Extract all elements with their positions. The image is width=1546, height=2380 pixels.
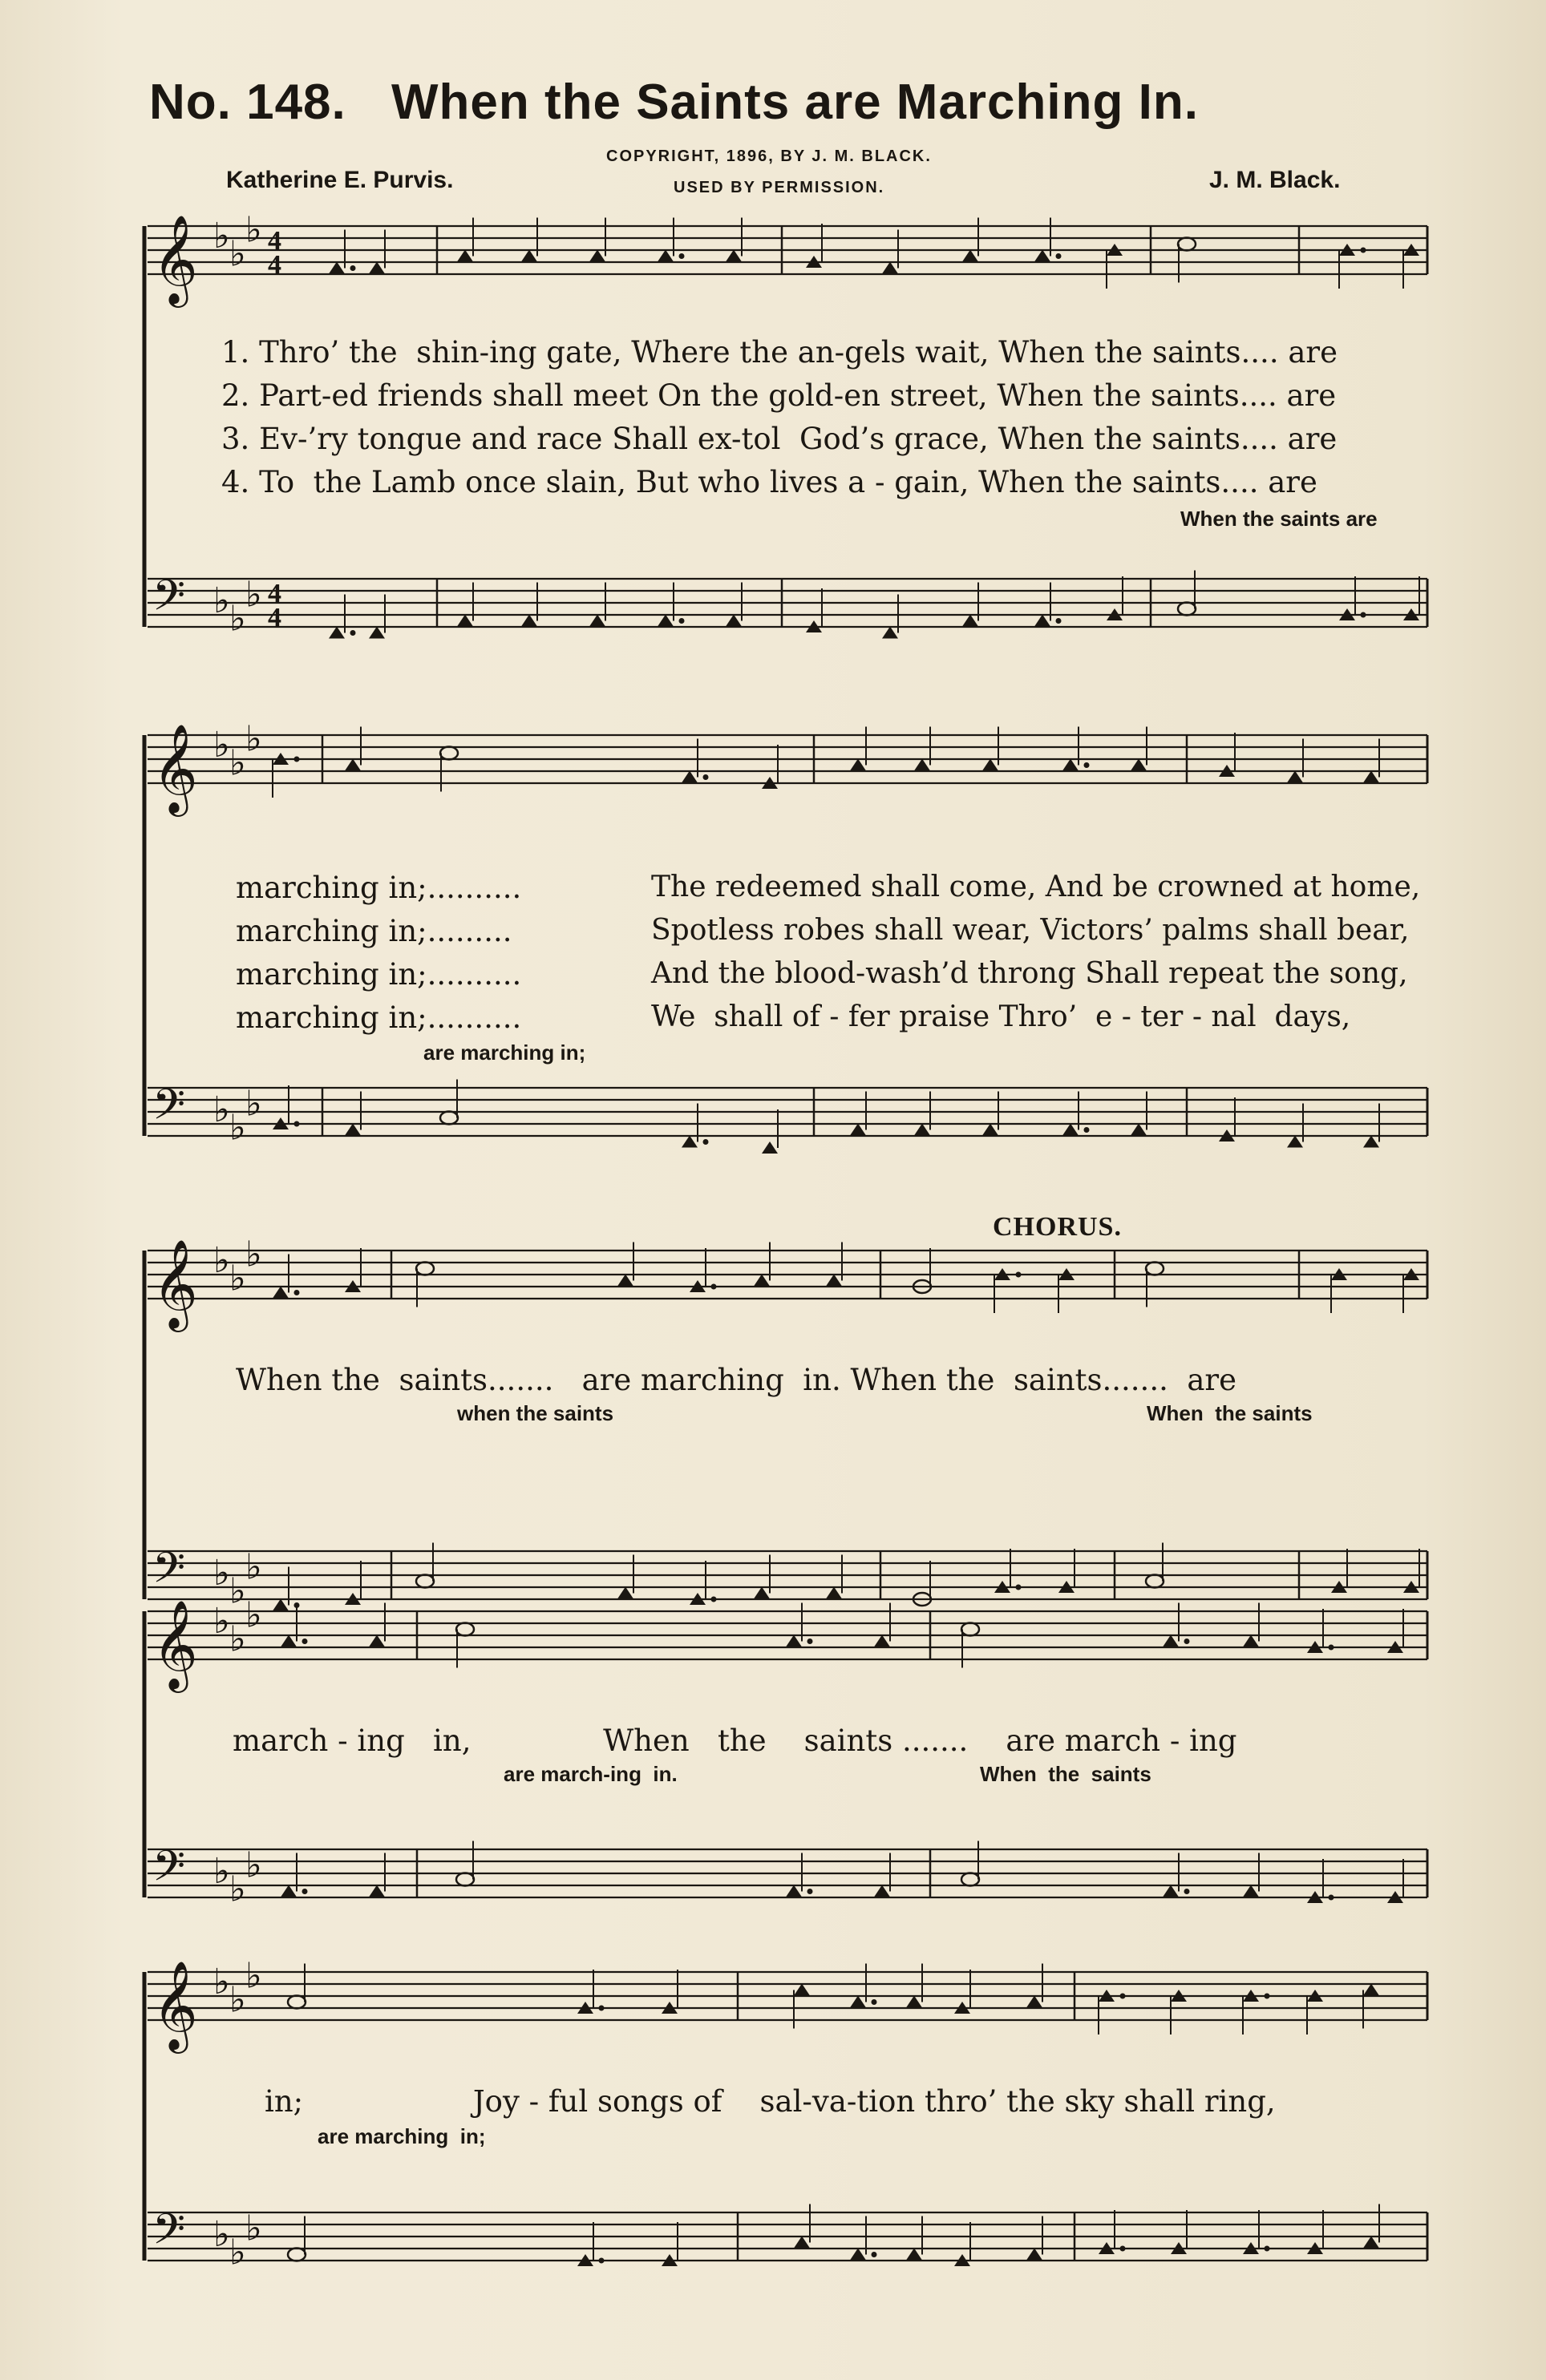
dot xyxy=(350,630,356,636)
copyright-notice: COPYRIGHT, 1896, BY J. M. BLACK. xyxy=(606,147,932,165)
bass-clef-icon: 𝄢 xyxy=(152,1081,186,1140)
bass-cue-4a: are march-ing in. xyxy=(504,1762,678,1786)
shape-note xyxy=(457,615,473,627)
dot xyxy=(703,774,709,780)
dot xyxy=(1265,1994,1270,1999)
hymn-number: No. 148. xyxy=(149,75,346,130)
treble-clef-icon: 𝄞 xyxy=(152,1238,198,1328)
dot xyxy=(1120,2246,1126,2252)
shape-note xyxy=(345,759,361,771)
half-note xyxy=(1178,603,1196,616)
shape-note xyxy=(1062,1124,1079,1136)
shape-note xyxy=(682,771,698,783)
shape-note xyxy=(826,1587,842,1599)
chorus-line-3: in; Joy - ful songs of sal-va-tion thro’ the sky shall ring, xyxy=(265,2084,1276,2119)
half-note xyxy=(288,1996,306,2009)
flat-icon: ♭ xyxy=(213,725,230,766)
shape-note xyxy=(762,1142,778,1154)
flat-icon: ♭ xyxy=(245,1546,262,1588)
flat-icon: ♭ xyxy=(245,1234,262,1275)
half-note xyxy=(961,1873,979,1886)
dot xyxy=(807,1639,813,1644)
shape-note xyxy=(754,1275,770,1287)
shape-note xyxy=(617,1275,633,1287)
dot xyxy=(1016,1585,1022,1590)
dot xyxy=(294,757,300,762)
dot xyxy=(703,1139,709,1145)
dot xyxy=(599,2006,605,2011)
shape-note xyxy=(521,250,537,262)
bass-cue-3a: when the saints xyxy=(457,1401,614,1425)
shape-note xyxy=(1243,1635,1259,1647)
bass-clef-icon: 𝄢 xyxy=(152,1842,186,1901)
shape-note xyxy=(273,1599,289,1611)
dot xyxy=(1056,253,1062,259)
flat-icon: ♭ xyxy=(245,1083,262,1125)
shape-note xyxy=(726,250,742,262)
flat-icon: ♭ xyxy=(213,1962,230,2002)
shape-note xyxy=(882,627,898,639)
time-signature-top: 4 xyxy=(268,226,281,256)
shape-note xyxy=(457,250,473,262)
flat-icon: ♭ xyxy=(213,2214,230,2255)
verse-2-line-1: 2. Part-ed friends shall meet On the gold-en street, When the saints.... are xyxy=(221,378,1337,413)
shape-note xyxy=(982,759,998,771)
shape-note xyxy=(1363,2237,1379,2249)
time-signature-bottom: 4 xyxy=(268,603,281,632)
hymn-title: When the Saints are Marching In. xyxy=(391,75,1199,130)
flat-icon: ♭ xyxy=(229,2232,246,2273)
treble-clef-icon: 𝄞 xyxy=(152,723,198,813)
shape-note xyxy=(914,1124,930,1136)
flat-icon: ♭ xyxy=(245,574,262,616)
bass-clef-icon: 𝄢 xyxy=(152,2205,186,2265)
dot xyxy=(1120,1994,1126,1999)
shape-note xyxy=(369,627,385,639)
flat-icon: ♭ xyxy=(213,1553,230,1594)
flat-icon: ♭ xyxy=(213,216,230,257)
verse-1-line-2b: The redeemed shall come, And be crowned at home, xyxy=(651,871,1421,903)
shape-note xyxy=(906,2249,922,2261)
shape-note xyxy=(726,615,742,627)
shape-note xyxy=(521,615,537,627)
shape-note xyxy=(1163,1635,1179,1647)
verse-4-line-1: 4. To the Lamb once slain, But who lives a - gain, When the saints.... are xyxy=(221,465,1317,499)
shape-note xyxy=(850,1124,866,1136)
shape-note xyxy=(369,1885,385,1897)
flat-icon: ♭ xyxy=(213,1240,230,1281)
shape-note xyxy=(794,2237,810,2249)
shape-note xyxy=(658,615,674,627)
shape-note xyxy=(369,262,385,274)
dot xyxy=(1016,1272,1022,1278)
shape-note xyxy=(1287,1136,1303,1148)
dot xyxy=(711,1284,717,1290)
half-note xyxy=(456,1623,474,1636)
verse-4-line-2a: marching in;.......... xyxy=(236,1000,522,1035)
shape-note xyxy=(962,250,978,262)
shape-note xyxy=(794,1984,810,1996)
verse-3-line-1: 3. Ev-’ry tongue and race Shall ex-tol God’s grace, When the saints.... are xyxy=(221,422,1338,456)
shape-note xyxy=(850,2249,866,2261)
bass-cue-4b: When the saints xyxy=(980,1762,1151,1786)
shape-note xyxy=(874,1885,890,1897)
flat-icon: ♭ xyxy=(229,1258,246,1299)
dot xyxy=(1184,1889,1190,1894)
flat-icon: ♭ xyxy=(245,1845,262,1886)
half-note xyxy=(1146,1263,1164,1275)
dot xyxy=(807,1889,813,1894)
shape-note xyxy=(786,1885,802,1897)
shape-note xyxy=(786,1635,802,1647)
dot xyxy=(1084,762,1090,768)
shape-note xyxy=(1363,1136,1379,1148)
shape-note xyxy=(658,250,674,262)
dot xyxy=(599,2258,605,2264)
half-note xyxy=(1178,238,1196,251)
dot xyxy=(350,265,356,271)
shape-note xyxy=(1034,615,1050,627)
shape-note xyxy=(682,1136,698,1148)
flat-icon: ♭ xyxy=(213,1851,230,1892)
verse-2-line-2a: marching in;......... xyxy=(236,914,512,948)
flat-icon: ♭ xyxy=(245,209,262,251)
dot xyxy=(1056,618,1062,624)
lyricist-credit: Katherine E. Purvis. xyxy=(226,167,454,193)
half-note xyxy=(416,1575,434,1588)
flat-icon: ♭ xyxy=(213,1089,230,1130)
flat-icon: ♭ xyxy=(213,1601,230,1642)
shape-note xyxy=(1062,759,1079,771)
flat-icon: ♭ xyxy=(229,1869,246,1910)
half-note xyxy=(440,747,458,760)
half-note xyxy=(456,1873,474,1886)
shape-note xyxy=(826,1275,842,1287)
shape-note xyxy=(617,1587,633,1599)
shape-note xyxy=(874,1635,890,1647)
chorus-line-2: march - ing in, When the saints ....... are march - ing xyxy=(233,1723,1237,1758)
dot xyxy=(294,1121,300,1127)
verse-3-line-2a: marching in;.......... xyxy=(236,957,522,992)
flat-icon: ♭ xyxy=(229,1618,246,1660)
dot xyxy=(1184,1639,1190,1644)
bass-cue-3b: When the saints xyxy=(1147,1401,1313,1425)
dot xyxy=(1329,1645,1334,1651)
shape-note xyxy=(1363,1984,1379,1996)
half-note xyxy=(440,1112,458,1125)
shape-note xyxy=(962,615,978,627)
shape-note xyxy=(281,1885,297,1897)
flat-icon: ♭ xyxy=(245,1594,262,1636)
shape-note xyxy=(345,1124,361,1136)
shape-note xyxy=(1287,771,1303,783)
flat-icon: ♭ xyxy=(245,2208,262,2249)
verse-3-line-2b: And the blood-wash’d throng Shall repeat the song, xyxy=(651,957,1408,990)
flat-icon: ♭ xyxy=(245,718,262,760)
verse-2-line-2b: Spotless robes shall wear, Victors’ palms shall bear, xyxy=(651,914,1410,947)
flat-icon: ♭ xyxy=(229,1570,246,1612)
time-signature-top: 4 xyxy=(268,579,281,608)
dot xyxy=(1361,612,1366,618)
half-note xyxy=(416,1263,434,1275)
verse-4-line-2b: We shall of - fer praise Thro’ e - ter - nal days, xyxy=(651,1000,1351,1033)
half-note xyxy=(288,2249,306,2261)
dot xyxy=(1084,1127,1090,1133)
shape-note xyxy=(850,1996,866,2008)
shape-note xyxy=(1363,771,1379,783)
composer-credit: J. M. Black. xyxy=(1209,167,1341,193)
shape-note xyxy=(589,615,605,627)
dot xyxy=(1361,248,1366,253)
shape-note xyxy=(1243,1885,1259,1897)
shape-note xyxy=(906,1996,922,2008)
time-signature-bottom: 4 xyxy=(268,250,281,280)
treble-clef-icon: 𝄞 xyxy=(152,214,198,304)
dot xyxy=(294,1290,300,1295)
shape-note xyxy=(329,627,345,639)
shape-note xyxy=(982,1124,998,1136)
half-note xyxy=(1146,1575,1164,1588)
flat-icon: ♭ xyxy=(245,1955,262,1997)
flat-icon: ♭ xyxy=(229,742,246,784)
verse-1-line-1: 1. Thro’ the shin-ing gate, Where the an-gels wait, When the saints.... are xyxy=(221,335,1338,370)
shape-note xyxy=(1026,2249,1042,2261)
shape-note xyxy=(882,262,898,274)
shape-note xyxy=(1131,759,1147,771)
shape-note xyxy=(1163,1885,1179,1897)
treble-clef-icon: 𝄞 xyxy=(152,1599,198,1689)
shape-note xyxy=(914,759,930,771)
dot xyxy=(872,2252,877,2257)
shape-note xyxy=(589,250,605,262)
shape-note xyxy=(1131,1124,1147,1136)
treble-clef-icon: 𝄞 xyxy=(152,1960,198,2050)
flat-icon: ♭ xyxy=(229,1979,246,2021)
shape-note xyxy=(850,759,866,771)
dot xyxy=(302,1889,308,1894)
half-note xyxy=(961,1623,979,1636)
flat-icon: ♭ xyxy=(229,1107,246,1149)
dot xyxy=(679,253,685,259)
chorus-label: CHORUS. xyxy=(993,1212,1122,1242)
dot xyxy=(679,618,685,624)
flat-icon: ♭ xyxy=(229,233,246,275)
bass-cue-2: are marching in; xyxy=(423,1040,586,1065)
bass-cue-1: When the saints are xyxy=(1180,507,1378,531)
dot xyxy=(1329,1895,1334,1901)
shape-note xyxy=(281,1635,297,1647)
verse-1-line-2a: marching in;.......... xyxy=(236,871,522,905)
shape-note xyxy=(273,1287,289,1299)
shape-note xyxy=(1026,1996,1042,2008)
shape-note xyxy=(369,1635,385,1647)
bass-clef-icon: 𝄢 xyxy=(152,1544,186,1603)
shape-note xyxy=(329,262,345,274)
permission-notice: USED BY PERMISSION. xyxy=(674,179,885,196)
dot xyxy=(711,1597,717,1602)
dot xyxy=(302,1639,308,1644)
dot xyxy=(1265,2246,1270,2252)
chorus-line-1: When the saints....... are marching in. When the saints....... are xyxy=(236,1363,1237,1397)
shape-note xyxy=(1034,250,1050,262)
flat-icon: ♭ xyxy=(229,598,246,640)
shape-note xyxy=(754,1587,770,1599)
bass-clef-icon: 𝄢 xyxy=(152,572,186,631)
dot xyxy=(872,1999,877,2005)
flat-icon: ♭ xyxy=(213,580,230,621)
bass-cue-5: are marching in; xyxy=(318,2124,486,2148)
